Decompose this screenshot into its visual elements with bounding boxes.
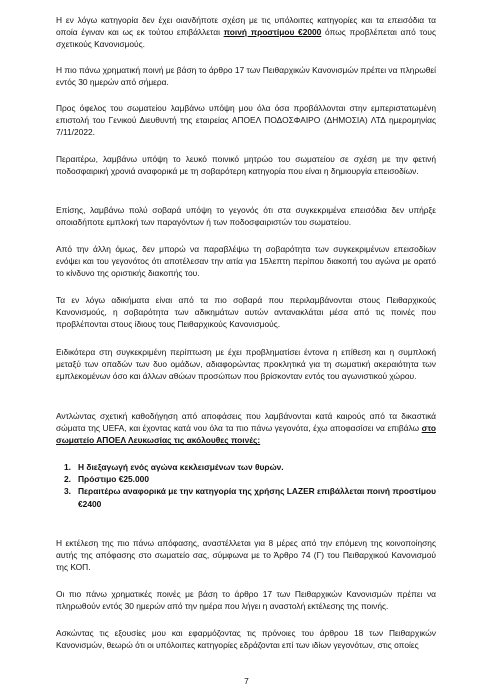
penalty-text: Η διεξαγωγή ενός αγώνα κεκλεισμένων των θυρών. bbox=[78, 462, 284, 472]
paragraph-no-involvement: Επίσης, λαμβάνω πολύ σοβαρά υπόψη το γεγονός ότι στα συγκεκριμένα επεισόδια δεν υπήρξε οποιαδήποτε εμπλοκή των παραγόντων ή των ποδοσφαιριστών του σωματείου. bbox=[56, 205, 436, 228]
page-number: 7 bbox=[244, 676, 249, 686]
paragraph-offences: Τα εν λόγω αδικήματα είναι από τα πιο σοβαρά που περιλαμβάνονται στους Πειθαρχικούς Κανονισμούς, η σοβαρότητα των αδικημάτων αυτών αντανακλάται μέσα από τις ποινές που προβλέπονται στους ίδιους τους Πειθαρχικούς Κανονισμούς. bbox=[56, 295, 436, 330]
list-number: 3. bbox=[64, 486, 71, 497]
list-item bbox=[64, 473, 436, 485]
penalties-list bbox=[64, 461, 436, 510]
penalty-text: Πρόστιμο €25.000 bbox=[78, 474, 149, 485]
paragraph-payment-deadline: Η πιο πάνω χρηματική ποινή με βάση το άρθρο 17 των Πειθαρχικών Κανονισμών πρέπει να πληρωθεί εντός 30 ημερών από σήμερα. bbox=[56, 65, 436, 88]
list-item bbox=[64, 485, 436, 509]
list-item bbox=[64, 461, 436, 473]
paragraph-fan-clash: Ειδικότερα στη συγκεκριμένη περίπτωση με έχει προβληματίσει έντονα η επίθεση και η συμπλοκή μεταξύ των οπαδών των δυο ομάδων, αδιαφορώντας προκλητικά για τη σωματική ακεραιότητα των εμπλεκομένων όσο και άλλων αθώων προσώπων που βρίσκονταν εντός του αγωνιστικού χώρου. bbox=[56, 347, 436, 382]
paragraph-fines-deadline: Οι πιο πάνω χρηματικές ποινές με βάση το άρθρο 17 των Πειθαρχικών Κανονισμών πρέπει να πληρωθούν εντός 30 ημερών από την ημέρα που λήγει η αναστολή εκτέλεσης της ποινής. bbox=[56, 589, 436, 612]
paragraph-seriousness: Από την άλλη όμως, δεν μπορώ να παραβλέψω τη σοβαρότητα των συγκεκριμένων επεισοδίων ενόψει και του γεγονότος ότι αποτέλεσαν την αιτία για 15λεπτη περίπου διακοπή του αγώνα με ορατό το κίνδυνο της οριστικής διακοπής του. bbox=[56, 244, 436, 279]
penalties-intro-emphasis: στο σωματείο ΑΠΟΕΛ Λευκωσίας τις ακόλουθες ποινές: bbox=[56, 423, 436, 446]
paragraph-article-18: Ασκώντας τις εξουσίες μου και εφαρμόζοντας τις πρόνοιες του άρθρου 18 των Πειθαρχικών Κανονισμών, θεωρώ ότι οι υπόλοιπες κατηγορίες εδράζονται επί των ιδίων γεγονότων, στις οποίες bbox=[56, 628, 436, 651]
paragraph-text: Αντλώντας σχετική καθοδήγηση από αποφάσεις που λαμβάνονται κατά καιρούς από τα δικαστικά σώματα της UEFA, και έχοντας κατά νου όλα τα πιο πάνω γεγονότα, έχω αποφασίσει να επιβάλω bbox=[56, 411, 436, 434]
paragraph-suspension: Η εκτέλεση της πιο πάνω απόφασης, αναστέλλεται για 8 μέρες από την επόμενη της κοινοποίησης αυτής της απόφασης στο σωματείο σας, σύμφωνα με το Άρθρο 74 (Γ) του Πειθαρχικού Κανονισμού της ΚΟΠ. bbox=[56, 538, 436, 573]
paragraph-uefa-guidance bbox=[56, 410, 436, 447]
fine-amount-emphasis: ποινή προστίμου €2000 bbox=[223, 27, 322, 38]
paragraph-club-letter: Προς όφελος του σωματείου λαμβάνω υπόψη μου όλα όσα προβάλλονται στην εμπεριστατωμένη επιστολή του Γενικού Διευθυντή της εταιρείας ΑΠΟΕΛ ΠΟΔΟΣΦΑΙΡΟ (ΔΗΜΟΣΙΑ) ΛΤΔ ημερομηνίας 7/11/2022. bbox=[56, 103, 436, 138]
paragraph-text: όπως προβλέπεται από τους σχετικούς Κανονισμούς. bbox=[56, 27, 436, 50]
penalty-text: Περαιτέρω αναφορικά με την κατηγορία της χρήσης LAZER επιβάλλεται ποινή προστίμου €2400 bbox=[78, 486, 436, 509]
paragraph-fine-category bbox=[56, 14, 436, 51]
list-number: 1. bbox=[64, 462, 71, 472]
paragraph-clean-record: Περαιτέρω, λαμβάνω υπόψη το λευκό ποινικό μητρώο του σωματείου σε σχέση με την φετινή ποδοσφαιρική χρονιά αναφορικά με τη σοβαρότερη κατηγορία που είναι η δημιουργία επεισοδίων. bbox=[56, 154, 436, 177]
list-number: 2. bbox=[64, 474, 71, 485]
paragraph-text: Η εν λόγω κατηγορία δεν έχει οιανδήποτε σχέση με τις υπόλοιπες κατηγορίες και τα επεισόδια τα οποία έγιναν και ως εκ τούτου επιβάλλεται bbox=[56, 15, 436, 38]
